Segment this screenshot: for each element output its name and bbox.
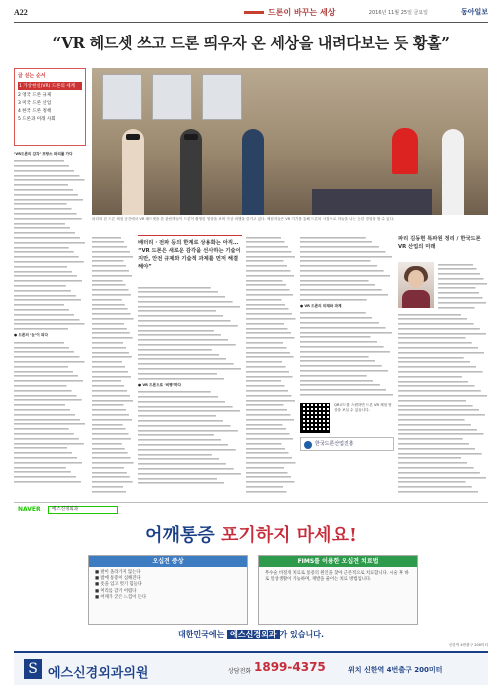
subhead: ● 드론의 ‘눈’이 되다 xyxy=(14,333,48,338)
article-column-3 xyxy=(138,285,242,500)
ad-treatment-box xyxy=(258,555,418,625)
bio-column-top xyxy=(438,262,488,310)
bio-column xyxy=(398,312,488,500)
ad-address: 신한역 4번출구 200미터 xyxy=(448,643,488,647)
tel-number[interactable]: 1899-4375 xyxy=(254,660,326,674)
photo-person xyxy=(442,129,464,215)
series-item: 1 가상현실(VR) 드론의 세계 xyxy=(18,82,82,90)
article-column-5 xyxy=(300,235,394,400)
clinic-location: 위치 신한역 4번출구 200미터 xyxy=(348,666,443,674)
ad-footer-bar xyxy=(14,651,488,685)
photo-red-figure xyxy=(392,128,418,174)
text-line xyxy=(398,489,488,494)
series-item: 4 한국 드론 정책 xyxy=(18,109,52,114)
series-item: 3 미국 드론 산업 xyxy=(18,101,52,106)
portrait-face xyxy=(408,270,424,288)
text-line xyxy=(300,393,394,398)
subhead: ● VR 드론으로 ‘비행’하다 xyxy=(138,382,181,387)
portrait-photo xyxy=(398,262,434,308)
article-column-4 xyxy=(246,235,296,500)
body-lines xyxy=(14,340,86,484)
ad-tagline-a: 대한민국에는 xyxy=(178,630,228,639)
ad-symptom-item: ■ 어깨가 굳은 느낌이 든다 xyxy=(95,594,147,600)
photo-window xyxy=(202,74,242,120)
ad-symptom-item: ■ 밤에 통증이 심해진다 xyxy=(95,576,141,582)
vr-headset xyxy=(126,134,140,140)
series-box xyxy=(14,68,86,146)
vr-headset xyxy=(184,134,198,140)
text-line xyxy=(246,489,296,494)
article-column-2 xyxy=(92,235,134,500)
section-title: 드론이 바꾸는 세상 xyxy=(268,8,336,17)
ad-tagline-brand: 에스신경외과 xyxy=(227,630,279,639)
ad-search-box: 에스신경외과 xyxy=(48,506,118,514)
dateline: 2016년 11월 25일 금요일 xyxy=(368,10,428,16)
page-number: A22 xyxy=(14,8,28,17)
ad-tagline xyxy=(14,629,488,640)
clinic-logo-icon: S xyxy=(24,659,42,679)
text-line xyxy=(14,327,86,332)
ad-search-strip xyxy=(14,505,488,515)
series-item: 5 드론과 미래 사회 xyxy=(18,117,56,122)
text-line xyxy=(138,481,242,486)
advertisement[interactable] xyxy=(14,502,488,685)
photo-window xyxy=(102,74,142,120)
text-line xyxy=(14,479,86,484)
ad-symptom-title: 오십견 증상 xyxy=(89,556,247,567)
ad-tagline-c: 가 있습니다. xyxy=(279,630,324,639)
body-lines xyxy=(398,312,488,494)
text-line xyxy=(138,376,242,381)
body-lines xyxy=(92,235,134,494)
ad-symptom-item: ■ 머리를 감기 어렵다 xyxy=(95,588,137,594)
photo-caption: 파리의 한 드론 체험 공간에서 VR 헤드셋을 쓴 관람객들이 드론이 촬영한 영상을 보며 가상 비행을 즐기고 있다. 체험자들은 VR 기기를 통해 드론의 시점으로 하늘을 나는 듯한 경험을 할 수 있다. xyxy=(92,217,395,221)
ad-symptom-item: ■ 옷을 입고 벗기 힘들다 xyxy=(95,582,142,588)
tel-label: 상담전화 xyxy=(228,668,252,675)
body-lines xyxy=(138,390,242,486)
pull-quote: 배터리 · 전파 등의 한계로 상용화는 아직… “VR 드론은 새로운 감각을 선사하는 기술이지만, 안전 규제와 기술적 과제를 먼저 해결해야” xyxy=(138,235,242,271)
photo-sofa xyxy=(312,189,432,215)
ad-treatment-title: FIMS를 이용한 오십견 치료법 xyxy=(259,556,417,567)
ad-treatment-text: 무수술 비절개 치료로 통증의 원인을 찾아 근본적으로 치료합니다. 시술 후 바로 일상생활이 가능하며, 재발을 줄이는 치료 방법입니다. xyxy=(265,571,409,582)
qr-caption: QR코드를 스캔하면 드론 VR 체험 영상을 보실 수 있습니다. xyxy=(334,403,392,412)
paper-name: 동아일보 xyxy=(460,8,488,16)
article-column-1 xyxy=(14,150,86,500)
body-lines xyxy=(300,311,394,397)
naver-logo: NAVER xyxy=(18,506,41,513)
subhead: ● VR 드론의 미래와 과제 xyxy=(300,304,342,309)
ad-symptom-item: ■ 팔이 올라가지 않는다 xyxy=(95,570,141,575)
photo-window xyxy=(152,74,192,120)
body-lines xyxy=(438,262,488,310)
photo-person xyxy=(242,129,264,215)
clinic-name: 에스신경외과의원 xyxy=(48,666,149,681)
institute-logo-icon xyxy=(304,441,312,449)
institute-name: 한국드론산업진흥 xyxy=(315,441,354,447)
headline: “VR 헤드셋 쓰고 드론 띄우자 온 세상을 내려다보는 듯 황홀” xyxy=(52,34,450,52)
body-lines xyxy=(246,235,296,494)
institute-banner xyxy=(300,437,394,451)
body-lines xyxy=(14,159,86,332)
photo-person xyxy=(180,129,202,215)
ad-headline-rest: 포기하지 마세요! xyxy=(214,525,357,546)
ad-headline xyxy=(14,521,488,547)
page-header xyxy=(14,6,488,20)
ad-symptom-box xyxy=(88,555,248,625)
text-line xyxy=(438,305,488,310)
section-marker xyxy=(244,11,264,14)
main-photo xyxy=(92,68,488,215)
ad-headline-strong: 어깨통증 xyxy=(145,525,215,546)
body-lines xyxy=(138,285,242,381)
series-title: 글 싣는 순서 xyxy=(18,73,46,79)
qr-code[interactable] xyxy=(300,403,330,433)
series-item: 2 영국 드론 규제 xyxy=(18,93,52,98)
header-rule xyxy=(14,22,488,23)
text-line xyxy=(300,297,394,302)
photo-person xyxy=(122,129,144,215)
intro-subhead: ‘VR드론의 감각’ 프랑스 파리를 가다 xyxy=(14,152,73,156)
body-lines xyxy=(300,235,394,302)
portrait-body xyxy=(402,290,430,308)
text-line xyxy=(92,489,134,494)
bio-title: 파리 김동현 특파원 정리 / 한국드론 VR 산업의 미래 xyxy=(398,236,481,250)
